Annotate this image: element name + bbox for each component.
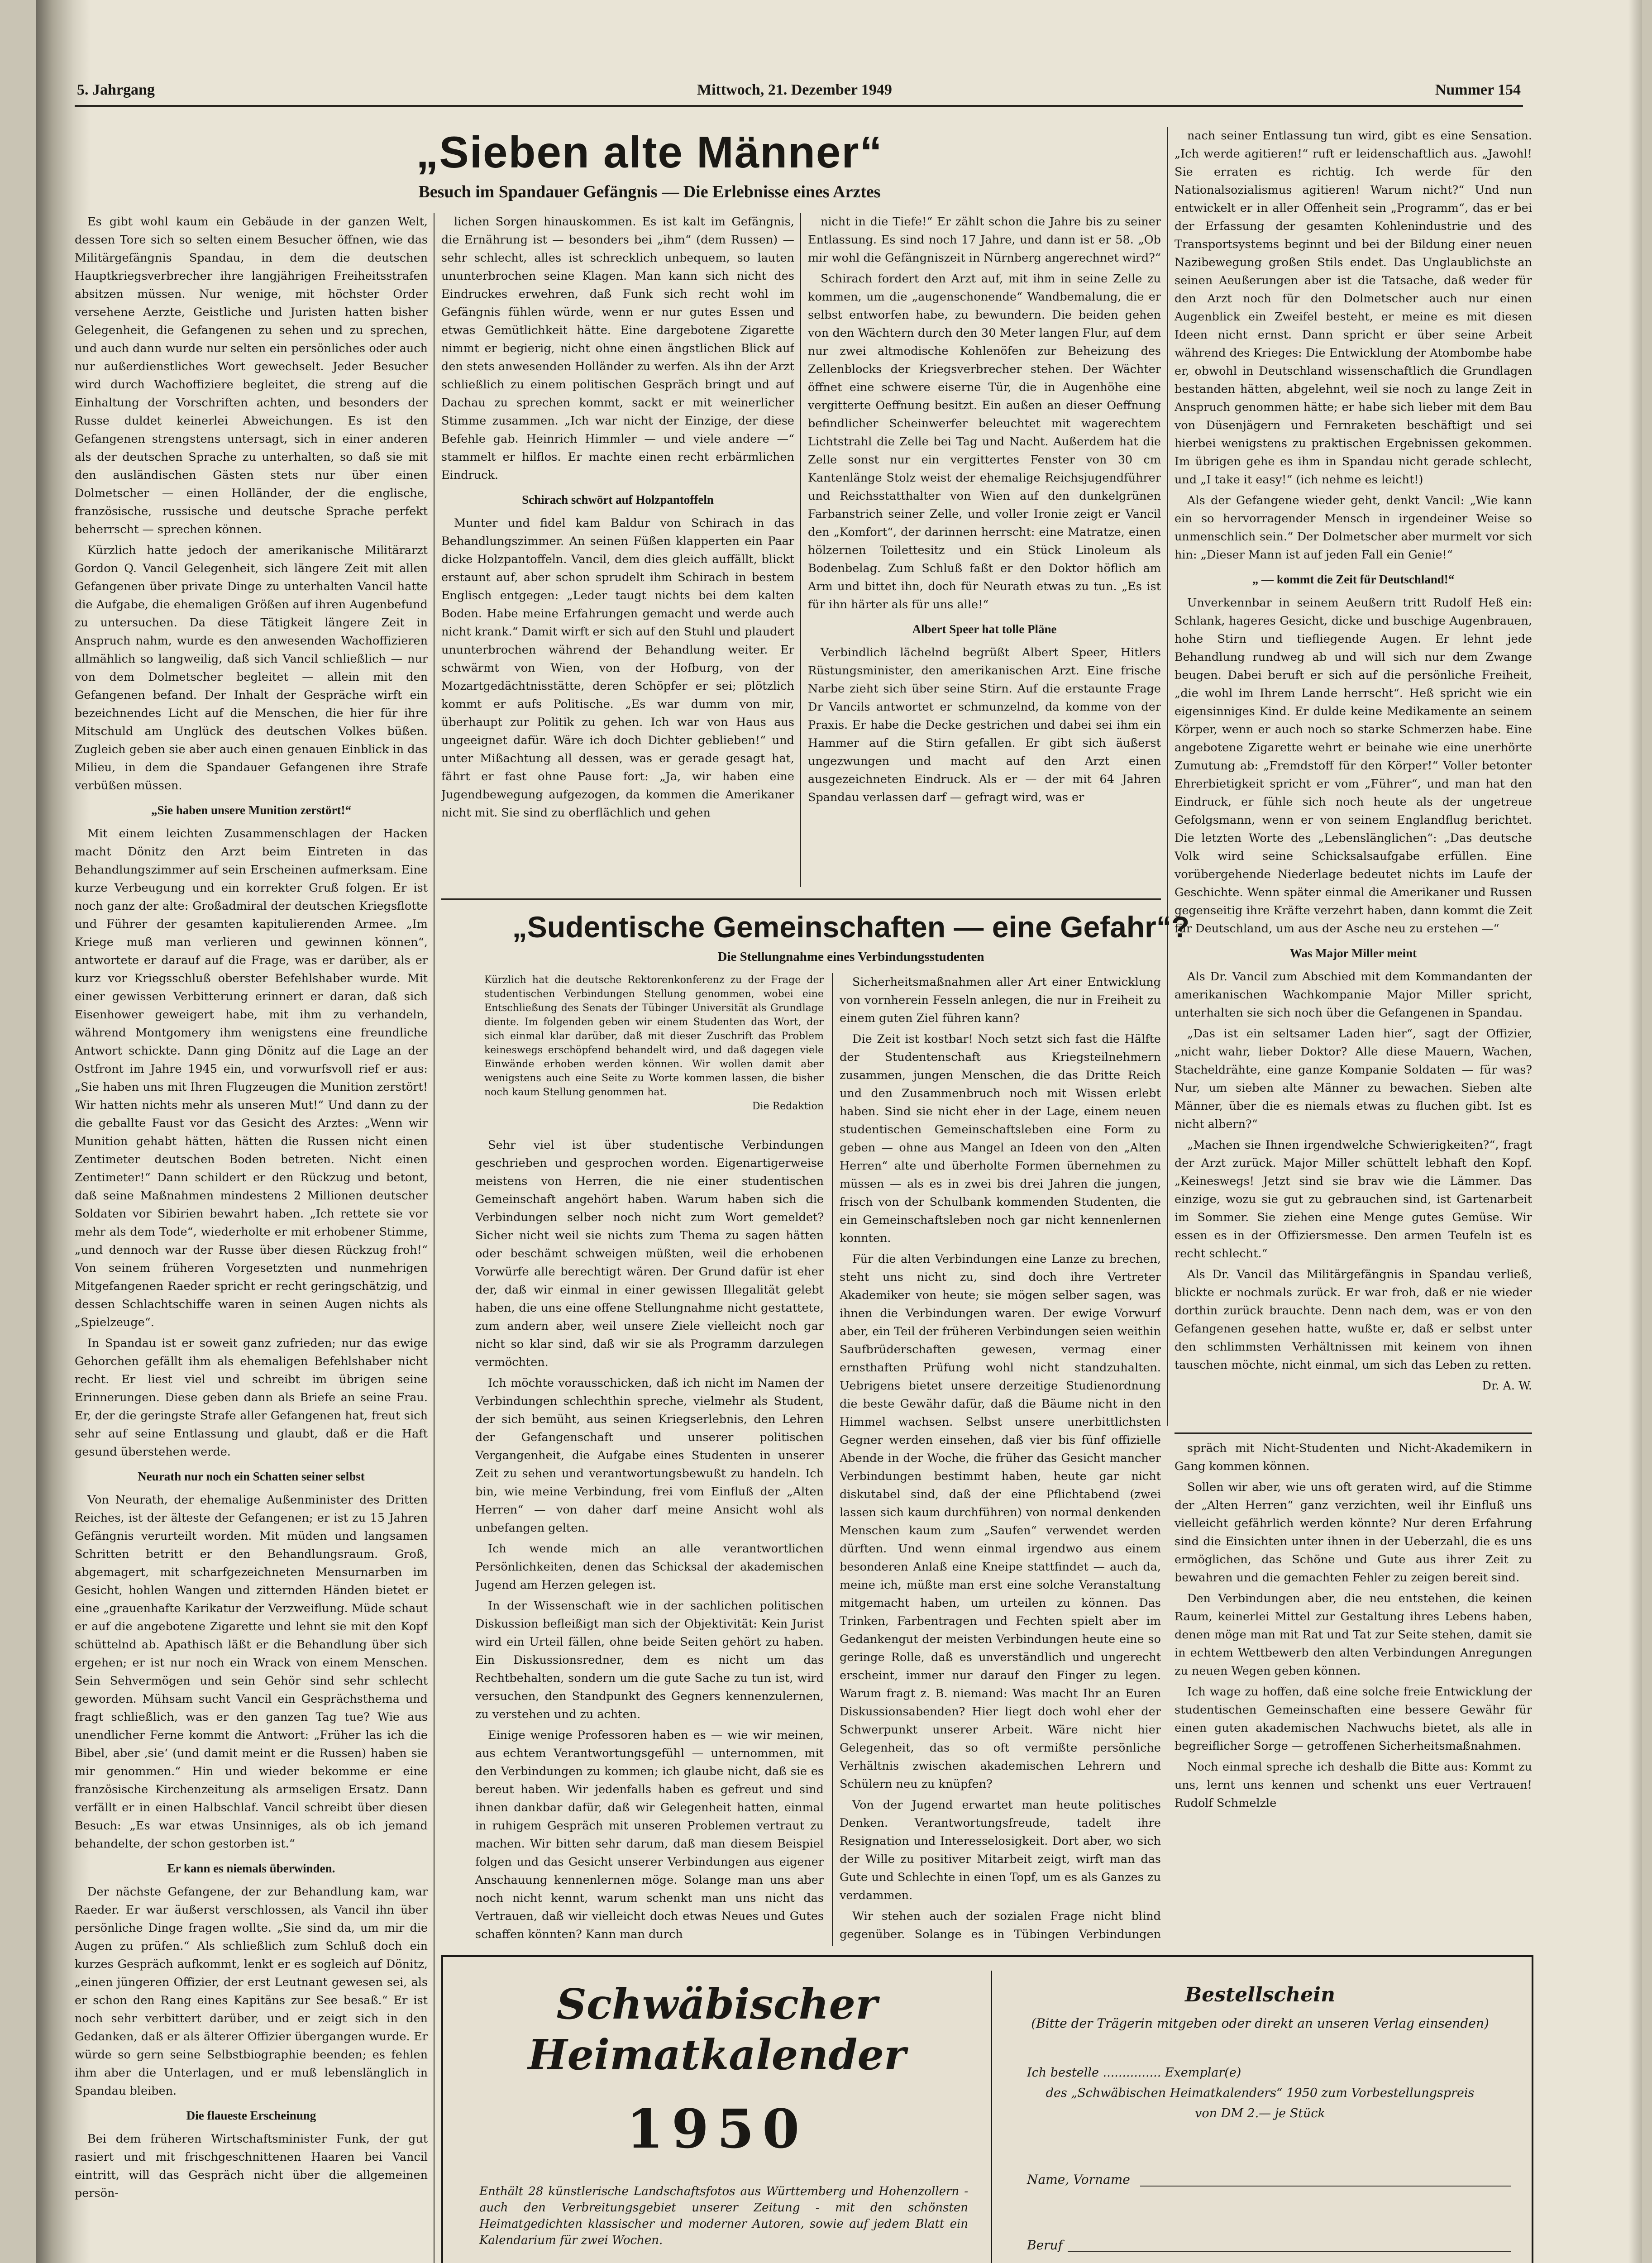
article2-intro-text: Kürzlich hat die deutsche Rektorenkonferenz zu der Frage der studentischen Verbindungen Stellung genommen, wobei eine Entschließung des Senats der Tübinger Universität als Grundlage diente. Im folgenden geben wir einem Studenten das Wort, der sich einmal klar darüber, daß mit dieser Zuschrift das Problem keineswegs erschöpfend behandelt wird, und daß dagegen viele Einwände erhoben werden können. Wir wollen damit aber wenigstens auch eine Seite zu Worte kommen lassen, die bisher noch kaum Stellung genommen hat. bbox=[484, 974, 824, 1098]
paragraph: Schirach fordert den Arzt auf, mit ihm in seine Zelle zu kommen, um die „augenschonende“ Wandbemalung, die er selbst entworfen habe, zu bewundern. Die beiden gehen von den Wächtern durch den 30 Meter langen Flur, auf dem nur zwei altmodische Kohlenöfen zur Beheizung des Zellenblocks der Kriegsverbrecher stehen. Der Wächter öffnet eine schwere eiserne Tür, die in Augenhöhe eine vergitterte Oeffnung besitzt. Ein außen an dieser Oeffnung befindlicher Scheinwerfer beleuchtet mit wagerechtem Lichtstrahl die Zelle bei Tag und Nacht. Außerdem hat die Zelle sonst nur ein vergittertes Fenster von 30 cm Kantenlänge Stolz weist der ehemalige Reichsjugendführer und Reichsstatthalter von Wien auf den dunkelgrünen Farbanstrich seiner Zelle, und voller Ironie zeigt er Vancil den „Komfort“, der darinnen herrscht: eine Matratze, einen hölzernen Toilettesitz und ein Stück Linoleum als Bodenbelag. Zum Schluß faßt er den Doktor höflich am Arm und bittet ihn, doch für Neurath etwas zu tun. „Es ist für ihn härter als für uns alle!“ bbox=[808, 272, 1161, 611]
article1-column-1 bbox=[75, 213, 428, 2263]
paragraph: Den Verbindungen aber, die neu entstehen, die keinen Raum, keinerlei Mittel zur Gestaltung ihres Lebens haben, denen möge man mit Rat und Tat zur Seite stehen, damit sie in echtem Wettbewerb den alten Verbindungen Anregungen zu neuen Wegen geben können. bbox=[1175, 1592, 1532, 1678]
order-description-line: des „Schwäbischen Heimatkalenders“ 1950 zum Vorbestellungspreis bbox=[1046, 2086, 1475, 2100]
masthead-rule bbox=[75, 105, 1523, 107]
paragraph: Als Dr. Vancil das Militärgefängnis in Spandau verließ, blickte er nochmals zurück. Er war froh, daß er nie wieder dorthin zurück brauchte. Denn nach dem, was er von den Gefangenen gesehen hatte, wußte er, daß er selbst unter den schlimmsten Verhältnissen mit keinem von ihnen tauschen möchte, nicht einmal, um sich das Leben zu retten. bbox=[1175, 1268, 1532, 1372]
issue-number: Nummer 154 bbox=[1435, 81, 1521, 98]
paragraph: Für die alten Verbindungen eine Lanze zu brechen, steht uns nicht zu, sind doch ihre Vertreter Akademiker von heute; sie mögen selber sagen, was ihnen die Verbindungen waren. Der ewige Vorwurf aber, ein Teil der früheren Verbindungen seien weithin Saufbrüderschaften gewesen, vermag einer ernsthaften Prüfung wohl nicht standzuhalten. Uebrigens bietet unsere derzeitige Studienordnung die beste Gewähr dafür, daß die Bäume nicht in den Himmel wachsen. Selbst unsere unerbittlichsten Gegner werden einsehen, daß vier bis fünf offizielle Abende in der Woche, die früher das Gesicht mancher Verbindungen bestimmt haben, heute gar nicht diskutabel sind, daß der eine Pflichtabend (zwei lassen sich kaum durchführen) von normal denkenden Menschen kaum zum „Saufen“ verwendet werden dürften. Und wenn einmal irgendwo aus einem besonderen Anlaß eine Kneipe stattfindet — auch da, meine ich, müßte man erst eine solche Veranstaltung mitgemacht haben, um urteilen zu können. Das Trinken, Farbentragen und Fechten spielt aber im Gedankengut der meisten Verbindungen heute eine so geringe Rolle, daß es unverständlich und ungerecht erscheint, immer nur darauf den Finger zu legen. Warum fragt z. B. niemand: Was macht Ihr an Euren Diskussionsabenden? Hier liegt doch wohl eher der Schwerpunkt unserer Arbeit. Wäre nicht hier Gelegenheit, das so oft vermißte persönliche Verhältnis zwischen akademischen Lehrern und Schülern neu zu knüpfen? bbox=[840, 1252, 1161, 1791]
section-heading: Was Major Miller meint bbox=[1289, 946, 1417, 960]
ad-title-line2: Heimatkalender bbox=[528, 2030, 906, 2079]
order-field-name-label: Name, Vorname bbox=[1027, 2172, 1130, 2187]
paragraph: spräch mit Nicht-Studenten und Nicht-Akademikern in Gang kommen können. bbox=[1175, 1442, 1532, 1473]
order-form-subtitle: (Bitte der Trägerin mitgeben oder direkt an unseren Verlag einsenden) bbox=[1031, 2016, 1489, 2031]
section-heading: Neurath nur noch ein Schatten seiner selbst bbox=[138, 1470, 365, 1483]
page-edge-shadow bbox=[1628, 0, 1642, 2263]
issue-date: Mittwoch, 21. Dezember 1949 bbox=[697, 81, 892, 98]
paragraph: Kürzlich hatte jedoch der amerikanische Militärarzt Gordon Q. Vancil Gelegenheit, sich längere Zeit mit allen Gefangenen über private Dinge zu unterhalten Vancil hatte die Aufgabe, die ehemaligen Größen auf ihren Augenbefund zu untersuchen. Da diese Tätigkeit längere Zeit in Anspruch nahm, wurde es den anwesenden Wachoffizieren allmählich so langweilig, daß sich Vancil schließlich — nur von dem Dolmetscher begleitet — allein mit den Gefangenen befand. Der Inhalt der Gespräche wirft ein bezeichnendes Licht auf die Menschen, die hier für ihre Mitschuld am Unglück des deutschen Volkes büßen. Zugleich geben sie aber auch einen genauen Einblick in das Milieu, in dem die Spandauer Gefangenen ihre Strafe verbüßen müssen. bbox=[75, 544, 428, 793]
article1-headline: „Sieben alte Männer“ bbox=[416, 127, 883, 177]
paragraph: Noch einmal spreche ich deshalb die Bitte aus: Kommt zu uns, lernt uns kennen und schenkt uns euer Vertrauen! Rudolf Schmelzle bbox=[1175, 1760, 1532, 1810]
section-heading: „ — kommt die Zeit für Deutschland!“ bbox=[1252, 573, 1455, 586]
paragraph: Ich wende mich an alle verantwortlichen Persönlichkeiten, denen das Schicksal der akademischen Jugend am Herzen gelegen ist. bbox=[475, 1542, 824, 1592]
paragraph: „Das ist ein seltsamer Laden hier“, sagt der Offizier, „nicht wahr, lieber Doktor? Alle diese Mauern, Wachen, Stacheldrähte, eine ganze Kompanie Soldaten — für was? Nur, um sieben alte Männer zu bewachen. Sieben alte Männer, über die es niemals etwas zu fluchen gibt. Ist es nicht albern?“ bbox=[1175, 1027, 1532, 1131]
paragraph: Die Zeit ist kostbar! Noch setzt sich fast die Hälfte der Studentenschaft aus Kriegsteilnehmern zusammen, jungen Menschen, die das Dritte Reich und den Zusammenbruch noch mit Wissen erlebt haben. Sind sie nicht eher in der Lage, einem neuen studentischen Gemeinschaftsleben eine Form zu geben — ohne aus Mangel an Ideen von den „Alten Herren“ alte und überholte Formen übernehmen zu müssen — als es in zwei bis drei Jahren die jungen, frisch von der Schulbank kommenden Studenten, die ein Gemeinschaftsleben noch gar nicht kennenlernen konnten. bbox=[840, 1032, 1161, 1245]
section-heading: „Sie haben unsere Munition zerstört!“ bbox=[151, 803, 351, 817]
section-heading: Schirach schwört auf Holzpantoffeln bbox=[522, 493, 714, 506]
paragraph: nach seiner Entlassung tun wird, gibt es eine Sensation. „Ich werde agitieren!“ ruft er leidenschaftlich aus. „Jawohl! Sie erraten es richtig. Ich werde für den Nationalsozialismus agitieren! Warum nicht?“ Und nun entwickelt er in aller Offenheit sein „Programm“, das er bei der Erfassung der gesamten Kohlenindustrie und des Transportsystems beginnt und bei der Bildung einer neuen Nazibewegung großen Stils endet. Das Unglaublichste an seinen Aeußerungen aber ist die Tatsache, daß weder für den Arzt noch für den Dolmetscher auch nur einen Augenblick ein Zweifel besteht, er meine es mit diesen Ideen nicht ernst. Dann spricht er über seine Arbeit während des Krieges: Die Entwicklung der Atombombe habe er, obwohl in Deutschland wissenschaftlich die Grundlagen bestanden hätten, abgelehnt, weil sie noch zu lange Zeit in Anspruch genommen hätte; er habe sich lieber mit dem Bau von Düsenjägern und Fernraketen beschäftigt und sei hierbei wenigstens zu praktischen Ergebnissen gekommen. Im übrigen gehe es ihm in Spandau nicht gerade schlecht, und „I take it easy!“ (ich nehme es leicht!) bbox=[1175, 129, 1532, 487]
author-signature: Dr. A. W. bbox=[1482, 1379, 1532, 1393]
column-divider bbox=[800, 213, 801, 887]
paragraph: lichen Sorgen hinauskommen. Es ist kalt im Gefängnis, die Ernährung ist — besonders bei „ihm“ (dem Russen) — sehr schlecht, alles ist schrecklich unbequem, so lauten ununterbrochen seine Klagen. Man kann sich nicht des Eindruckes erwehren, daß Funk sich recht wohl im Gefängnis fühlen würde, wenn er nur gutes Essen und etwas Gemütlichkeit hätte. Eine dargebotene Zigarette nimmt er begierig, nicht ohne einen ängstlichen Blick auf den stets anwesenden Holländer zu werfen. Als ihn der Arzt schließlich zu einem politischen Gespräch bringt und auf Dachau zu sprechen kommt, sackt er mit weinerlicher Stimme zusammen. „Ich war nicht der Einzige, der diese Befehle gab. Heinrich Himmler — und viele andere —“ stammelt er hilflos. Er machte einen recht erbärmlichen Eindruck. bbox=[441, 215, 794, 482]
paragraph: Verbindlich lächelnd begrüßt Albert Speer, Hitlers Rüstungsminister, den amerikanischen Arzt. Eine frische Narbe zieht sich über seine Stirn. Auf die erstaunte Frage Dr Vancils antwortet er schmunzelnd, da komme von der Praxis. Er habe die Decke gestrichen und dabei sei ihm ein Hammer auf die Stirn gefallen. Er gibt sich äußerst ungezwungen und macht auf den Arzt einen ausgezeichneten Eindruck. Als er — der mit 64 Jahren Spandau verlassen darf — gefragt wird, was er bbox=[808, 646, 1161, 804]
paragraph: Munter und fidel kam Baldur von Schirach in das Behandlungszimmer. An seinen Füßen klapperten ein Paar dicke Holzpantoffeln. Vancil, dem dies gleich auffällt, blickt erstaunt auf, aber schon sprudelt ihm Schirach in bestem Englisch entgegen: „Leder taugt nichts bei dem kalten Boden. Habe meine Erfahrungen gemacht und werde auch nicht krank.“ Damit wirft er sich auf den Stuhl und plaudert ununterbrochen während der Behandlung weiter. Er schwärmt von Wien, von der Hofburg, von der Mozartgedächtnisstätte, deren Schöpfer er sei; plötzlich kommt er aufs Politische. „Es war dumm von mir, überhaupt zur Politik zu gehen. Ich war von Haus aus ungeeignet dafür. Wäre ich doch Dichter geblieben!“ und unter Mißachtung all dessen, was er gerade gesagt hat, fährt er fast ohne Pause fort: „Ja, wir haben eine Jugendbewegung aufgezogen, da kommen die Amerikaner nicht mit. Sie sind zu oberflächlich und gehen bbox=[441, 516, 794, 820]
paragraph: Ich möchte vorausschicken, daß ich nicht im Namen der Verbindungen schlechthin spreche, vielmehr als Student, der sich bemüht, aus seinen Kriegserlebnis, den Lehren der Gefangenschaft und unserer politischen Vergangenheit, die Aufgabe eines Studenten in unserer Zeit zu sehen und verantwortungsbewußt zu handeln. Ich bin, wie meine Verbindung, frei vom Einfluß der „Alten Herren“ — von daher darf meine Ansicht wohl als unbefangen gelten. bbox=[475, 1376, 824, 1535]
paragraph: In Spandau ist er soweit ganz zufrieden; nur das ewige Gehorchen gefällt ihm als ehemaligen Befehlshaber nicht recht. Er liest viel und schreibt im übrigen seine Erinnerungen. Diese geben dann als Briefe an seine Frau. Er, der die geringste Strafe aller Gefangenen hat, freut sich sehr auf seine Entlassung und glaubt, daß er die Haft gesund überstehen werde. bbox=[75, 1337, 428, 1459]
article1-column-4 bbox=[1175, 127, 1532, 1426]
paragraph: In der Wissenschaft wie in der sachlichen politischen Diskussion befleißigt man sich der Objektivität: Kein Jurist wird ein Urteil fällen, ohne beide Seiten gehört zu haben. Ein Diskussionsredner, dem es nicht um das Rechtbehalten, sondern um die gute Sache zu tun ist, wird versuchen, den Standpunkt des Gegners kennenzulernen, zu verstehen und zu achten. bbox=[475, 1599, 824, 1721]
section-heading: Albert Speer hat tolle Pläne bbox=[912, 622, 1057, 636]
article2-column-4 bbox=[1175, 1439, 1532, 1946]
ad-year: 1950 bbox=[626, 2097, 808, 2160]
order-field-job[interactable] bbox=[1068, 2251, 1511, 2252]
paragraph: Von Neurath, der ehemalige Außenminister des Dritten Reiches, ist der älteste der Gefangenen; er ist zu 15 Jahren Gefängnis verurteilt worden. Mit müden und langsamen Schritten betritt er den Behandlungsraum. Groß, abgemagert, mit scharfgezeichneten Mensurnarben im Gesicht, hohlen Wangen und zitternden Händen bietet er eine „grauenhafte Karikatur der Verzweiflung. Müde schaut er auf die angebotene Zigarette und lehnt sie mit den Kopf schüttelnd ab. Apathisch läßt er die Behandlung über sich ergehen; er ist nur noch ein Wrack von einem Menschen. Sein Sehvermögen und sein Gehör sind sehr schlecht geworden. Mühsam sucht Vancil ein Gesprächsthema und fragt schließlich, was er den ganzen Tag tue? Wie aus unendlicher Ferne kommt die Antwort: „Früher las ich die Bibel, aber ‚sie‘ (und damit meint er die Russen) haben sie mir genommen.“ Hin und wieder bekomme er eine französische Kirchenzeitung als armseligen Ersatz. Dann verfällt er in einen Halbschlaf. Vancil schreibt über diesen Besuch: „Es war etwas Unsinniges, als ob ich jemand behandelte, der schon gestorben ist.“ bbox=[75, 1493, 428, 1851]
paragraph: Sollen wir aber, wie uns oft geraten wird, auf die Stimme der „Alten Herren“ ganz verzichten, weil ihr Einfluß uns vielleicht gefährlich werden könnte? Nur deren Erfahrung sind die Einsichten unter ihnen in der Ueberzahl, die es uns ermöglichen, das Schöne und Gute aus ihrer Zeit zu bewahren und die gemachten Fehler zu zeigen bereit sind. bbox=[1175, 1480, 1532, 1585]
paragraph: Ich wage zu hoffen, daß eine solche freie Entwicklung der studentischen Gemeinschaften eine bessere Gewähr für einen guten akademischen Nachwuchs bietet, als alle in begreiflicher Sorge — getroffenen Sicherheitsmaßnahmen. bbox=[1175, 1685, 1532, 1753]
paragraph: Wir stehen auch der sozialen Frage nicht blind gegenüber. Solange es in Tübingen Verbindungen bbox=[840, 1910, 1161, 1941]
ad-description: Enthält 28 künstlerische Landschaftsfotos aus Württemberg und Hohenzollern - auch den Verbreitungsgebiet unserer Zeitung - mit den schönsten Heimatgedichten klassischer und moderner Autoren, sowie auf jedem Blatt ein Kalendarium für zwei Wochen. bbox=[479, 2185, 968, 2247]
article2-intro bbox=[484, 973, 824, 1113]
ad-title-line1: Schwäbischer bbox=[556, 1980, 878, 2029]
ad-title bbox=[461, 1979, 973, 2080]
order-price-line: von DM 2.— je Stück bbox=[1195, 2106, 1325, 2120]
paragraph: Sehr viel ist über studentische Verbindungen geschrieben und gesprochen worden. Eigenartigerweise meistens von Herren, die nie einer studentischen Gemeinschaft angehört haben. Warum haben sich die Verbindungen selber noch nicht zum Wort gemeldet? Sicher nicht weil sie nichts zum Thema zu sagen hätten oder beschämt schweigen müßten, weil die erhobenen Vorwürfe alle berechtigt wären. Der Grund dafür ist eher der, daß wir einmal in einer gewissen Illegalität gelebt haben, die uns eine offene Stellungnahme nicht gestattete, zum andern aber, weil unsere Ziele vielleicht noch gar nicht so klar sind, daß wir sie als Programm darzulegen vermöchten. bbox=[475, 1138, 824, 1369]
section-rule bbox=[441, 898, 1161, 900]
paragraph: Einige wenige Professoren haben es — wie wir meinen, aus echtem Verantwortungsgefühl — unternommen, mit den Verbindungen zu kommen; ich glaube nicht, daß sie es bereut haben. Wir jedenfalls haben es gefreut und sind ihnen dankbar dafür, daß wir Gelegenheit hatten, einmal in ruhigem Gespräch mit unseren Problemen vertraut zu machen. Wir bitten sehr darum, daß man diesem Beispiel folgen und das Gesicht unserer Verbindungen aus eigener Anschauung kennenlernen möge. Solange man uns aber noch nicht kennt, warum schenkt man uns nicht das Vertrauen, daß wir vielleicht doch etwas Neues und Gutes schaffen könnten? Kann man durch bbox=[475, 1728, 824, 1941]
masthead bbox=[77, 81, 1521, 109]
column-divider bbox=[1167, 127, 1168, 1426]
paragraph: Als Dr. Vancil zum Abschied mit dem Kommandanten der amerikanischen Wachkompanie Major Miller spricht, unterhalten sie sich noch über die Gefangenen in Spandau. bbox=[1175, 970, 1532, 1020]
section-rule bbox=[1175, 1432, 1532, 1434]
order-field-job-label: Beruf bbox=[1027, 2238, 1063, 2253]
article2-column-3 bbox=[840, 973, 1161, 1946]
paragraph: Es gibt wohl kaum ein Gebäude in der ganzen Welt, dessen Tore sich so selten einem Besucher öffnen, wie das Militärgefängnis Spandau, in dem die deutschen Hauptkriegsverbrecher ihre langjährigen Freiheitsstrafen absitzen müssen. Nur wenige, mit höchster Order versehene Aerzte, Geistliche und Juristen hatten bisher Gelegenheit, die Gefangenen zu sehen und zu sprechen, und auch dann wurde nur selten ein persönliches oder auch nur außerdienstliches Wort gewechselt. Jeder Besucher wird durch Wachoffiziere begleitet, die streng auf die Einhaltung der Vorschriften achten, und besonders der Russe duldet keinerlei Abweichungen. Es ist den Gefangenen strengstens untersagt, sich in einer anderen als der deutschen Sprache zu unterhalten, so daß sie mit den ausländischen Gästen stets nur über einen Dolmetscher — einen Holländer, der die englische, französische, russische und deutsche Sprache perfekt beherrscht — sprechen können. bbox=[75, 215, 428, 536]
article1-subheadline: Besuch im Spandauer Gefängnis — Die Erlebnisse eines Arztes bbox=[418, 182, 881, 201]
paragraph: Der nächste Gefangene, der zur Behandlung kam, war Raeder. Er war äußerst verschlossen, als Vancil ihn über persönliche Dinge fragen wollte. „Sie sind da, um mir die Augen zu prüfen.“ Als schließlich zum Schluß doch ein kurzes Gespräch aufkommt, lenkt er es sogleich auf Dönitz, „einen jüngeren Offizier, der erst Leutnant gewesen sei, als er schon den Rang eines Kapitäns zur See besaß.“ Er ist noch sehr verbittert darüber, und er zeigt sich in den Gedanken, daß er als älterer Offizier übergangen wurde. Er würde so gern seine Selbstbiographie beenden; es fehlen ihm aber die Unterlagen, und er muß lebenslänglich in Spandau bleiben. bbox=[75, 1885, 428, 2098]
section-heading: Er kann es niemals überwinden. bbox=[167, 1862, 335, 1875]
paragraph: Mit einem leichten Zusammenschlagen der Hacken macht Dönitz den Arzt beim Eintreten in das Behandlungszimmer auf sein Erscheinen aufmerksam. Eine kurze Verbeugung und ein korrekter Gruß folgen. Er ist noch ganz der alte: Großadmiral der deutschen Kriegsflotte und Führer der gesamten kapitulierenden Armee. „Im Kriege muß man verlieren und gewinnen können“, antwortete er darauf auf die Frage, was er darüber, als er kurz vor Kriegsschluß oberster Befehlshaber wurde. Mit einer gewissen Verbitterung erinnert er daran, daß sich Eisenhower geweigert habe, mit ihm zu verhandeln, während Montgomery ihm wenigstens eine freundliche Antwort schickte. Dann ging Dönitz auf die Lage an der Ostfront im Jahre 1945 ein, und vorwurfsvoll rief er aus: „Sie haben uns mit Ihren Flugzeugen die Munition zerstört! Wir hatten nichts mehr als unseren Mut!“ Und dann zu der die geballte Faust vor das Gesicht des Arztes: „Wenn wir Munition gehabt hätten, hätten die Russen nicht einen Zentimeter deutschen Boden betreten. Nicht einen Zentimeter!“ Dann schildert er den Rückzug und betont, daß seine Maßnahmen mindestens 2 Millionen deutscher Soldaten vor Sibirien bewahrt haben. „Ich rettete sie vor mehr als dem Tode“, wiederholte er mit erhobener Stimme, „und dennoch war der Russe über diesen Rückzug froh!“ Von seinem früheren Vorgesetzten und nunmehrigen Mitgefangenen Raeder spricht er recht geringschätzig, und dessen Schlachtschiffe waren in seinen Augen nichts als „Spielzeuge“. bbox=[75, 827, 428, 1329]
article2-subheadline: Die Stellungnahme eines Verbindungsstudenten bbox=[717, 950, 984, 964]
calendar-advertisement bbox=[441, 1955, 1533, 2263]
paragraph: Unverkennbar in seinem Aeußern tritt Rudolf Heß ein: Schlank, hageres Gesicht, dicke und buschige Augenbrauen, hohe Stirn und tiefliegende Augen. Er lehnt jede Behandlung rundweg ab und will sich nur dem Zwange beugen. Dabei beruft er sich auf die persönliche Freiheit, „die wohl im Ihrem Lande herrscht“. Heß spricht wie ein eigensinniges Kind. Er dulde keine Medikamente an seinem Körper, wenn er auch noch so starke Schmerzen habe. Eine angebotene Zigarette wehrt er beinahe wie eine unerhörte Zumutung ab: „Fremdstoff für den Körper!“ Voller betonter Ehrerbietigkeit spricht er vom „Führer“, und man hat den Eindruck, er fühle sich noch heute als der ungetreue Gefolgsmann, wenn er von seinem Englandflug berichtet. Die letzten Worte des „Lebenslänglichen“: „Das deutsche Volk wird seine Schicksalsaufgabe erfüllen. Eine vorübergehende Niederlage bedeutet nichts im Laufe der Geschichte. Wenn später einmal die Amerikaner und Russen gegenseitig ihre Kräfte verzehrt haben, dann kommt die Zeit für Deutschland, um aus der Asche neu zu erstehen —“ bbox=[1175, 596, 1532, 936]
column-divider bbox=[832, 973, 833, 1946]
paragraph: „Machen sie Ihnen irgendwelche Schwierigkeiten?“, fragt der Arzt zurück. Major Miller schüttelt lebhaft den Kopf. „Keineswegs! Jetzt sind sie brav wie die Lämmer. Das einzige, wozu sie gut zu gebrauchen sind, ist Gartenarbeit im Sommer. Sie ziehen eine Menge gutes Gemüse. Wir essen es in der Offiziersmesse. Den armen Teufeln ist es recht schlecht.“ bbox=[1175, 1138, 1532, 1260]
paragraph: Als der Gefangene wieder geht, denkt Vancil: „Wie kann ein so hervorragender Mensch in irgendeiner Weise so unmenschlich sein.“ Der Dolmetscher aber murmelt vor sich hin: „Dieser Mann ist auf jeden Fall ein Genie!“ bbox=[1175, 494, 1532, 562]
order-form-title: Bestellschein bbox=[1185, 1983, 1335, 2006]
volume-label: 5. Jahrgang bbox=[77, 81, 155, 98]
order-field-name[interactable] bbox=[1140, 2186, 1511, 2187]
section-heading: Die flaueste Erscheinung bbox=[186, 2109, 316, 2122]
ad-divider bbox=[991, 1971, 992, 2263]
article2-intro-signature: Die Redaktion bbox=[752, 1101, 824, 1112]
order-quantity-line: Ich bestelle ............... Exemplar(e) bbox=[1027, 2066, 1241, 2080]
article1-column-2 bbox=[441, 213, 794, 887]
article1-column-3 bbox=[808, 213, 1161, 887]
paragraph: Sicherheitsmaßnahmen aller Art einer Entwicklung von vornherein Fesseln anlegen, die nur in Freiheit zu einem guten Ziel führen kann? bbox=[840, 975, 1161, 1025]
paragraph: nicht in die Tiefe!“ Er zählt schon die Jahre bis zu seiner Entlassung. Es sind noch 17 Jahre, und dann ist er 58. „Ob mir wohl die Gefängniszeit in Nürnberg angerechnet wird?“ bbox=[808, 215, 1161, 265]
paragraph: Bei dem früheren Wirtschaftsminister Funk, der gut rasiert und mit frischgeschnittenen Haaren bei Vancil eintritt, will das Gespräch nicht über die allgemeinen persön- bbox=[75, 2132, 428, 2200]
article2-headline: „Sudentische Gemeinschaften — eine Gefahr“? bbox=[512, 910, 1190, 944]
article2-column-2 bbox=[475, 1136, 824, 1946]
paragraph: Von der Jugend erwartet man heute politisches Denken. Verantwortungsfreude, tadelt ihre Resignation und Interesselosigkeit. Dort aber, wo sich der Wille zu positiver Mitarbeit zeigt, wirft man das Gute und Schlechte in einen Topf, um es als Ganzes zu verdammen. bbox=[840, 1798, 1161, 1902]
